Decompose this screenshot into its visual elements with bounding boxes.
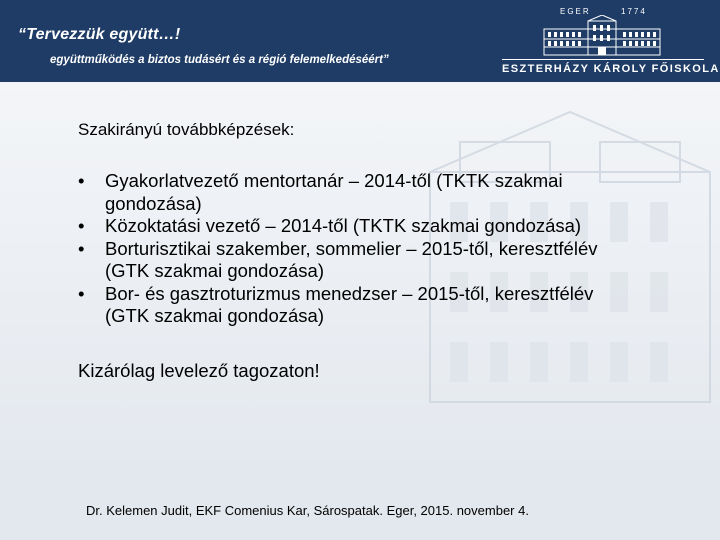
bullet-marker: •	[78, 215, 85, 236]
bullet-marker: •	[78, 237, 85, 259]
logo-city: EGER	[560, 7, 591, 16]
note-text: Kizárólag levelező tagozaton!	[78, 359, 320, 381]
list-item-text: Bor- és gasztroturizmus menedzser – 2015-től, keresztfélév (GTK szakmai gondozása)	[105, 282, 594, 326]
header-banner	[0, 0, 720, 82]
tagline: “Tervezzük együtt…!	[18, 26, 181, 43]
bullet-marker: •	[78, 170, 85, 191]
list-item-text: Borturisztikai szakember, sommelier – 2015-től, keresztfélév (GTK szakmai gondozása)	[105, 237, 598, 281]
logo-year: 1774	[621, 7, 647, 16]
logo-name: ESZTERHÁZY KÁROLY FŐISKOLA	[502, 63, 720, 75]
college-logo	[500, 4, 720, 78]
list-item	[78, 238, 625, 283]
slide-content	[78, 120, 698, 382]
footer-text: Dr. Kelemen Judit, EKF Comenius Kar, Sárospatak. Eger, 2015. november 4.	[86, 503, 529, 518]
bullet-marker: •	[78, 282, 85, 304]
subtagline: együttműködés a biztos tudásért és a régió felemelkedéséért”	[50, 54, 389, 66]
list-item	[78, 283, 625, 328]
list-item-text: Közoktatási vezető – 2014-től (TKTK szakmai gondozása)	[105, 215, 582, 236]
eszterhazy-building-icon	[542, 15, 662, 57]
slide-heading: Szakirányú továbbképzések:	[78, 120, 295, 139]
list-item	[78, 215, 625, 238]
list-item	[78, 170, 625, 215]
logo-divider	[502, 59, 704, 60]
list-item-text: Gyakorlatvezető mentortanár – 2014-től (TKTK szakmai gondozása)	[105, 170, 563, 214]
bullet-list	[78, 170, 698, 328]
